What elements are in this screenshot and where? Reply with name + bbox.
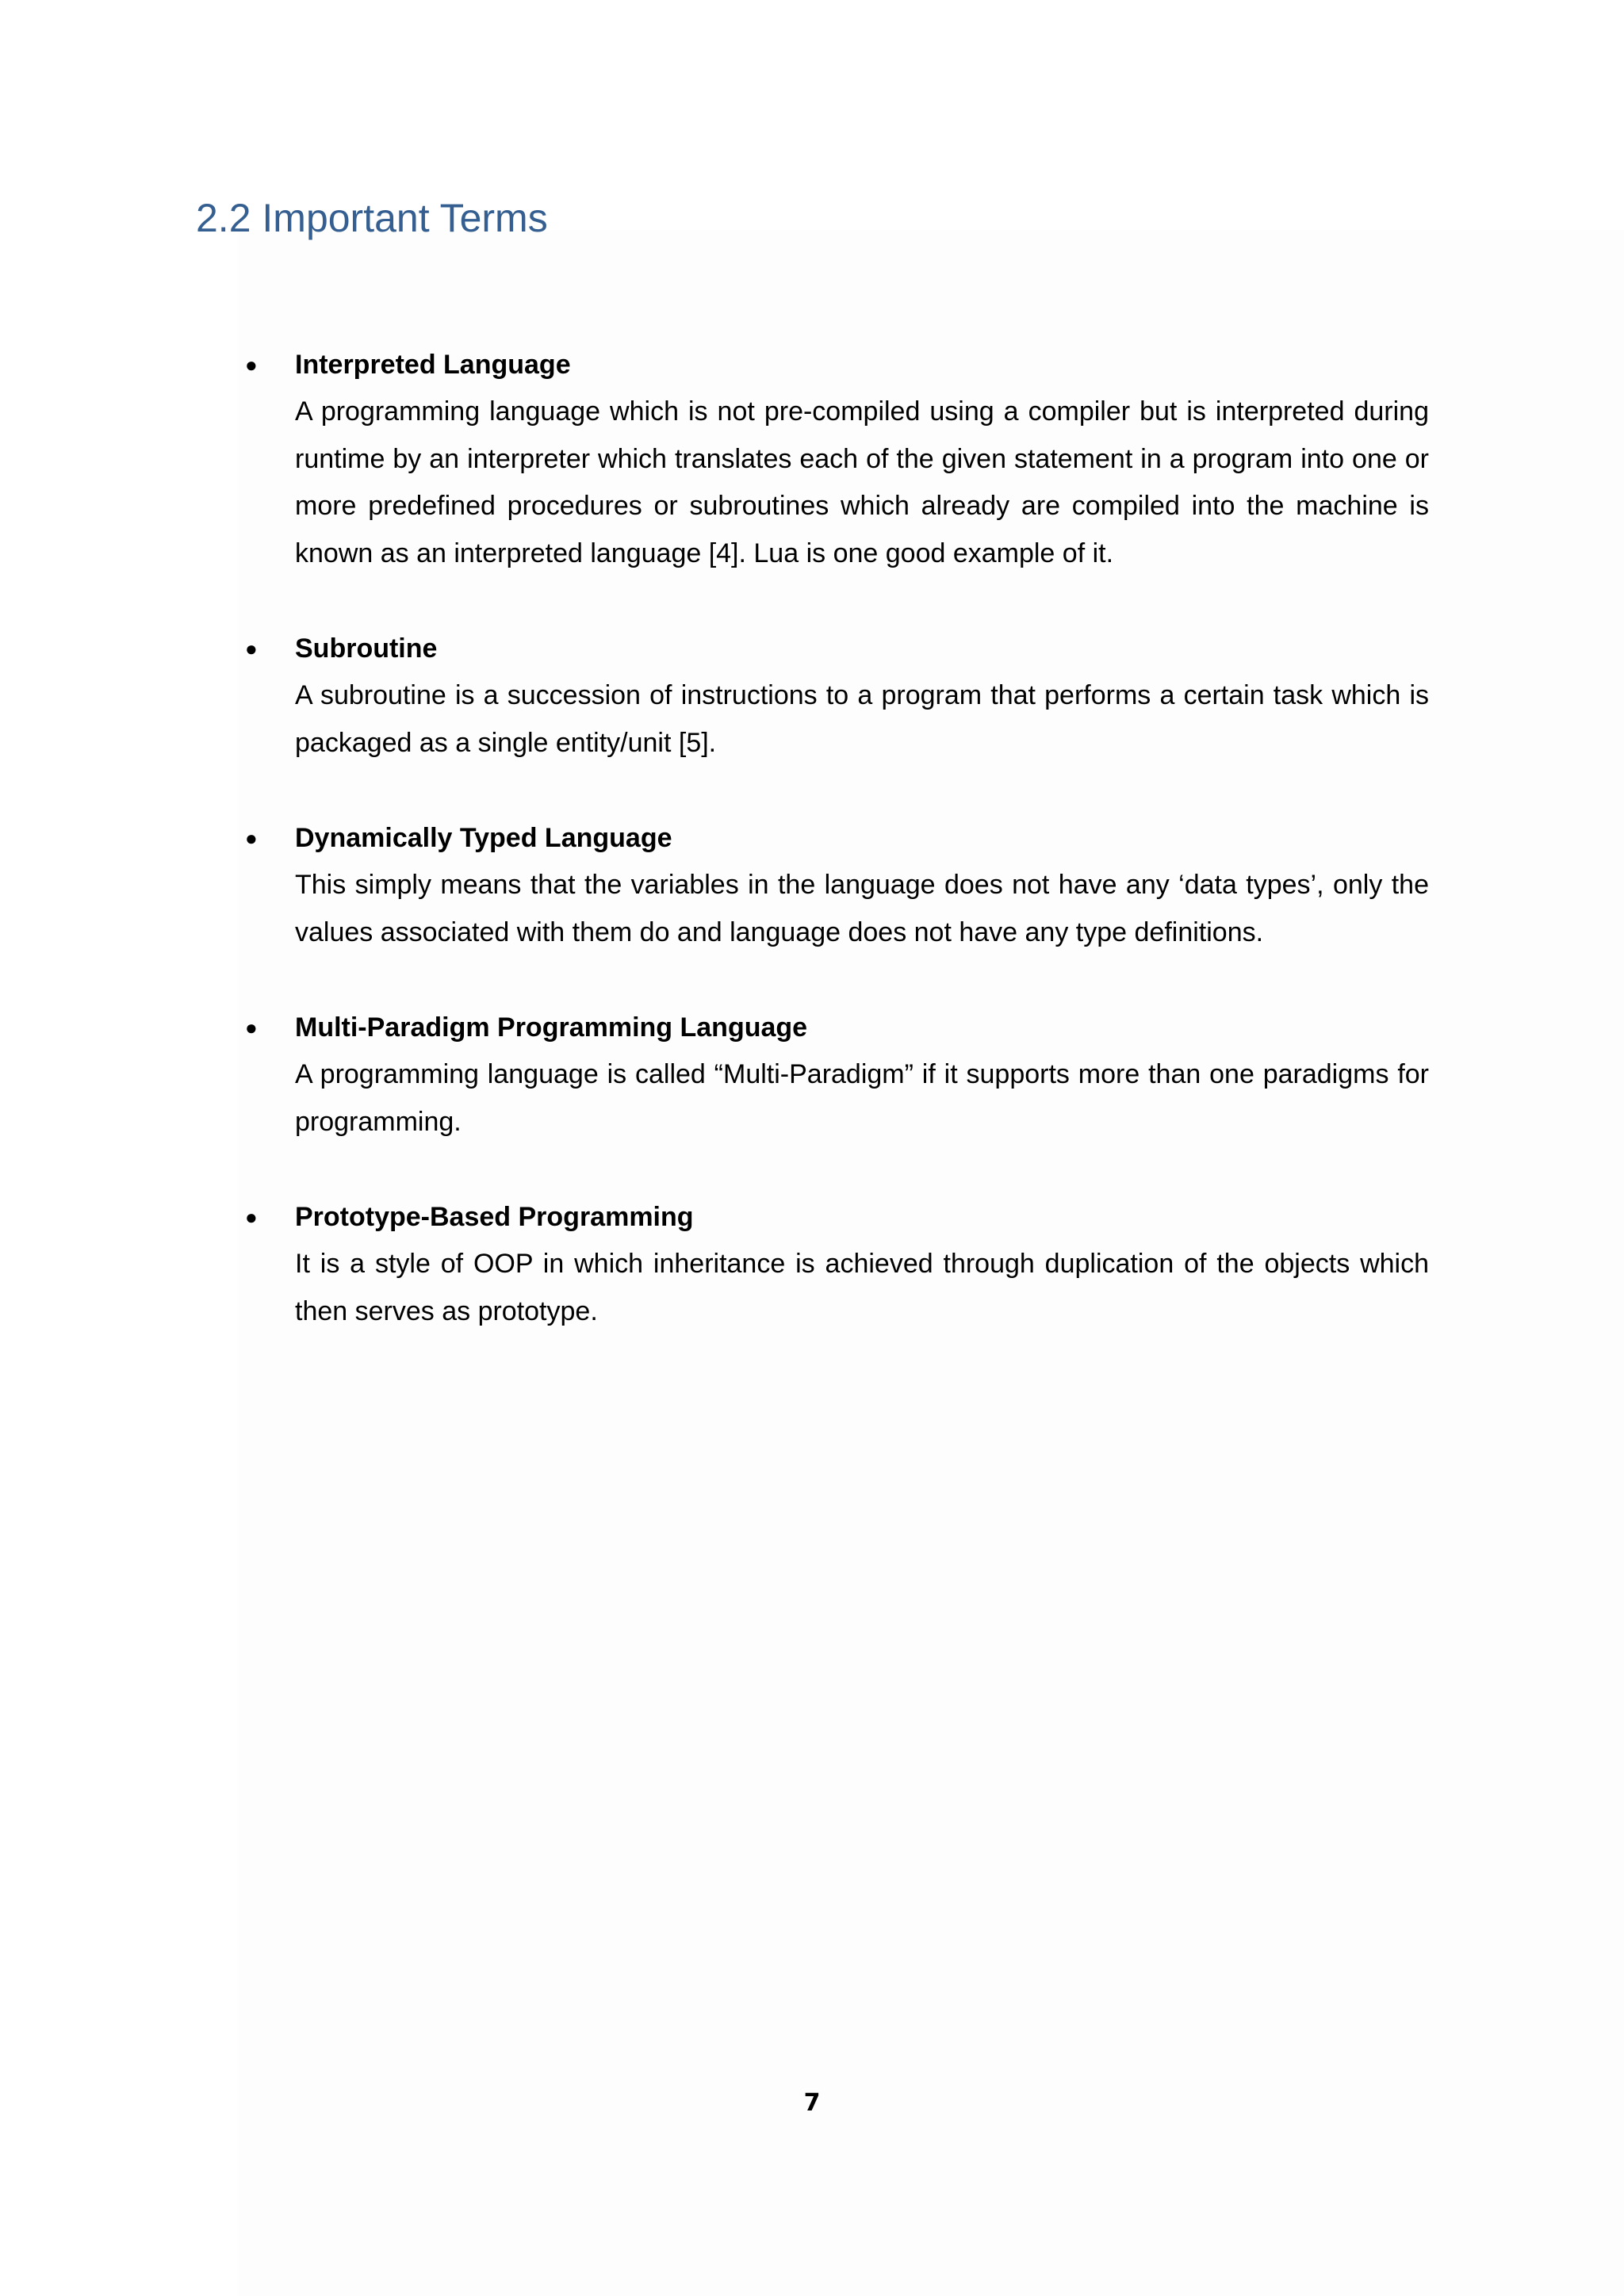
term-name: Interpreted Language xyxy=(295,350,571,380)
term-definition: A programming language is called “Multi-Paradigm” if it supports more than one paradigms for programming. xyxy=(295,1059,1429,1137)
term-definition: A programming language which is not pre-compiled using a compiler but is interpreted during runtime by an interpreter which translates each of the given statement in a program into one or more predefined procedures or subroutines which already are compiled into the machine is known as an interpreted language [4]. Lua is one good example of it. xyxy=(295,396,1429,568)
terms-list xyxy=(245,341,1429,1335)
term-item-interpreted-language xyxy=(245,341,1429,577)
bullet-icon: ● xyxy=(245,353,258,377)
term-definition: A subroutine is a succession of instructions to a program that performs a certain task which is packaged as a single entity/unit [5]. xyxy=(295,680,1429,758)
term-name: Subroutine xyxy=(295,633,438,664)
term-definition: It is a style of OOP in which inheritance is achieved through duplication of the objects which then serves as prototype. xyxy=(295,1249,1429,1326)
page-number: 7 xyxy=(803,2089,821,2117)
bullet-icon: ● xyxy=(245,826,258,850)
term-item-dynamically-typed-language xyxy=(245,814,1429,956)
term-item-subroutine xyxy=(245,625,1429,767)
term-name: Multi-Paradigm Programming Language xyxy=(295,1012,808,1043)
bullet-icon: ● xyxy=(245,637,258,660)
term-name: Prototype-Based Programming xyxy=(295,1202,694,1232)
section-title: 2.2 Important Terms xyxy=(196,196,548,240)
term-item-prototype-based xyxy=(245,1193,1429,1335)
term-definition: This simply means that the variables in the language does not have any ‘data types’, only the values associated with them do and language does not have any type definitions. xyxy=(295,870,1429,947)
bullet-icon: ● xyxy=(245,1205,258,1229)
bullet-icon: ● xyxy=(245,1016,258,1039)
term-name: Dynamically Typed Language xyxy=(295,823,672,853)
term-item-multi-paradigm xyxy=(245,1004,1429,1146)
